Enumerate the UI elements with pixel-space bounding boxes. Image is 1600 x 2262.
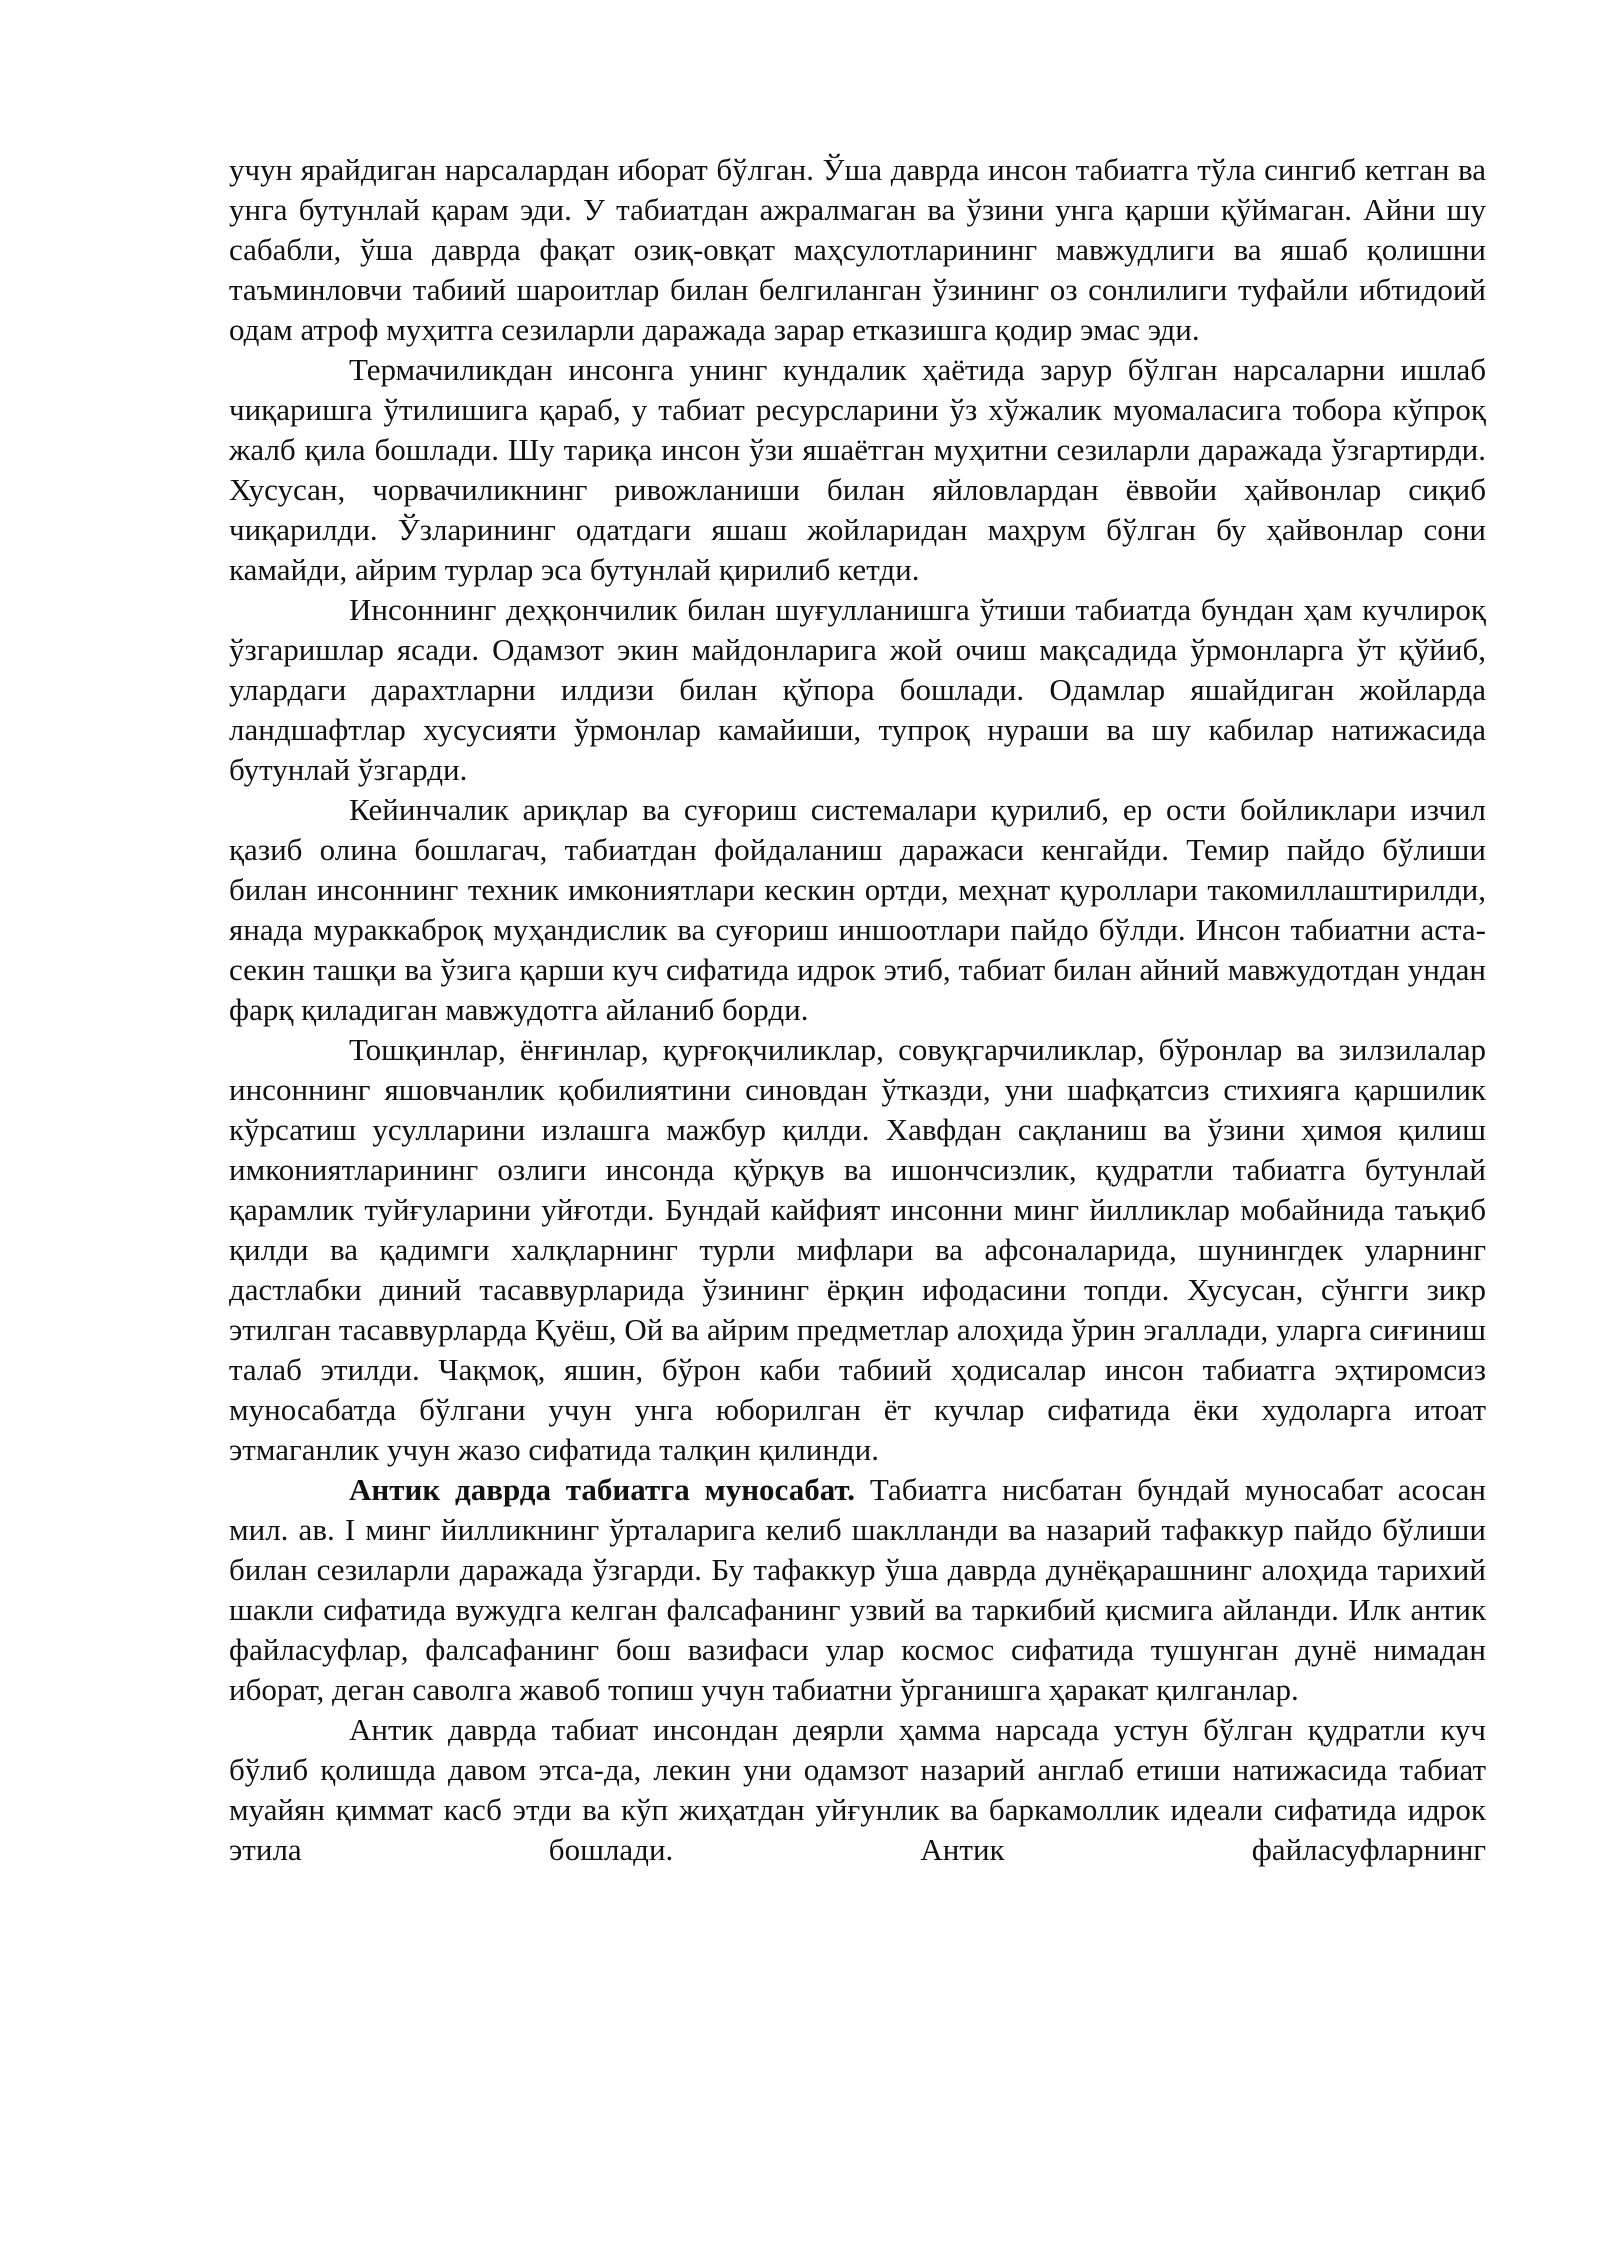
section-heading-antiquity: Антик даврда табиатга муносабат. bbox=[349, 1472, 856, 1507]
paragraph-natural-disasters: Тошқинлар, ёнғинлар, қурғоқчиликлар, совуқгарчиликлар, бўронлар ва зилзилалар инсоннинг яшовчанлик қобилиятини синовдан ўтказди, уни шафқатсиз стихияга қаршилик кўрсатиш усулларини излашга мажбур қилди. Хавфдан сақланиш ва ўзини ҳимоя қилиш имкониятларининг озлиги инсонда қўрқув ва ишончсизлик, қудратли табиатга бутунлай қарамлик туйғуларини уйғотди. Бундай кайфият инсонни минг йилликлар мобайнида таъқиб қилди ва қадимги халқларнинг турли мифлари ва афсоналарида, шунингдек уларнинг дастлабки диний тасаввурларида ўзининг ёрқин ифодасини топди. Хусусан, сўнгги зикр этилган тасаввурларда Қуёш, Ой ва айрим предметлар алоҳида ўрин эгаллади, уларга сиғиниш талаб этилди. Чақмоқ, яшин, бўрон каби табиий ҳодисалар инсон табиатга эҳтиромсиз муносабатда бўлгани учун унга юборилган ёт кучлар сифатида ёки худоларга итоат этмаганлик учун жазо сифатида талқин қилинди. bbox=[229, 1032, 1486, 1467]
paragraph-irrigation-iron: Кейинчалик ариқлар ва суғориш системалари қурилиб, ер ости бойликлари изчил қазиб олина бошлагач, табиатдан фойдаланиш даражаси кенгайди. Темир пайдо бўлиши билан инсоннинг техник имкониятлари кескин ортди, меҳнат қуроллари такомиллаштирилди, янада мураккаброқ муҳандислик ва суғориш иншоотлари пайдо бўлди. Инсон табиатни аста-секин ташқи ва ўзига қарши куч сифатида идрок этиб, табиат билан айний мавжудотдан ундан фарқ қиладиган мавжудотга айланиб борди. bbox=[229, 792, 1486, 1027]
document-page bbox=[229, 150, 1486, 1870]
paragraph-continued: учун ярайдиган нарсалардан иборат бўлган. Ўша даврда инсон табиатга тўла сингиб кетган ва унга бутунлай қарам эди. У табиатдан ажралмаган ва ўзини унга қарши қўймаган. Айни шу сабабли, ўша даврда фақат озиқ-овқат маҳсулотларининг мавжудлиги ва яшаб қолишни таъминловчи табиий шароитлар билан белгиланган ўзининг оз сонлилиги туфайли ибтидоий одам атроф муҳитга сезиларли даражада зарар етказишга қодир эмас эди. bbox=[229, 152, 1486, 347]
paragraph-antiquity-nature: Антик даврда табиат инсондан деярли ҳамма нарсада устун бўлган қудратли куч бўлиб қолишда давом этса-да, лекин уни одамзот назарий англаб етиши натижасида табиат муайян қиммат касб этди ва кўп жиҳатдан уйғунлик ва баркамоллик идеали сифатида идрок этила бошлади. Антик файласуфларнинг bbox=[229, 1712, 1486, 1867]
paragraph-farming: Инсоннинг деҳқончилик билан шуғулланишга ўтиши табиатда бундан ҳам кучлироқ ўзгаришлар ясади. Одамзот экин майдонларига жой очиш мақсадида ўрмонларга ўт қўйиб, улардаги дарахтларни илдизи билан қўпора бошлади. Одамлар яшайдиган жойларда ландшафтлар хусусияти ўрмонлар камайиши, тупроқ нураши ва шу кабилар натижасида бутунлай ўзгарди. bbox=[229, 592, 1486, 787]
paragraph-herding-agriculture: Термачиликдан инсонга унинг кундалик ҳаётида зарур бўлган нарсаларни ишлаб чиқаришга ўтилишига қараб, у табиат ресурсларини ўз хўжалик муомаласига тобора кўпроқ жалб қила бошлади. Шу тариқа инсон ўзи яшаётган муҳитни сезиларли даражада ўзгартирди. Хусусан, чорвачиликнинг ривожланиши билан яйловлардан ёввойи ҳайвонлар сиқиб чиқарилди. Ўзларининг одатдаги яшаш жойларидан маҳрум бўлган бу ҳайвонлар сони камайди, айрим турлар эса бутунлай қирилиб кетди. bbox=[229, 352, 1486, 587]
paragraph-antiquity bbox=[229, 1470, 1486, 1710]
paragraph-antiquity-text: Табиатга нисбатан бундай муносабат асосан мил. ав. I минг йилликнинг ўрталарига келиб шаклланди ва назарий тафаккур пайдо бўлиши билан сезиларли даражада ўзгарди. Бу тафаккур ўша даврда дунёқарашнинг алоҳида тарихий шакли сифатида вужудга келган фалсафанинг узвий ва таркибий қисмига айланди. Илк антик файласуфлар, фалсафанинг бош вазифаси улар космос сифатида тушунган дунё нимадан иборат, деган саволга жавоб топиш учун табиатни ўрганишга ҳаракат қилганлар. bbox=[229, 1472, 1486, 1707]
